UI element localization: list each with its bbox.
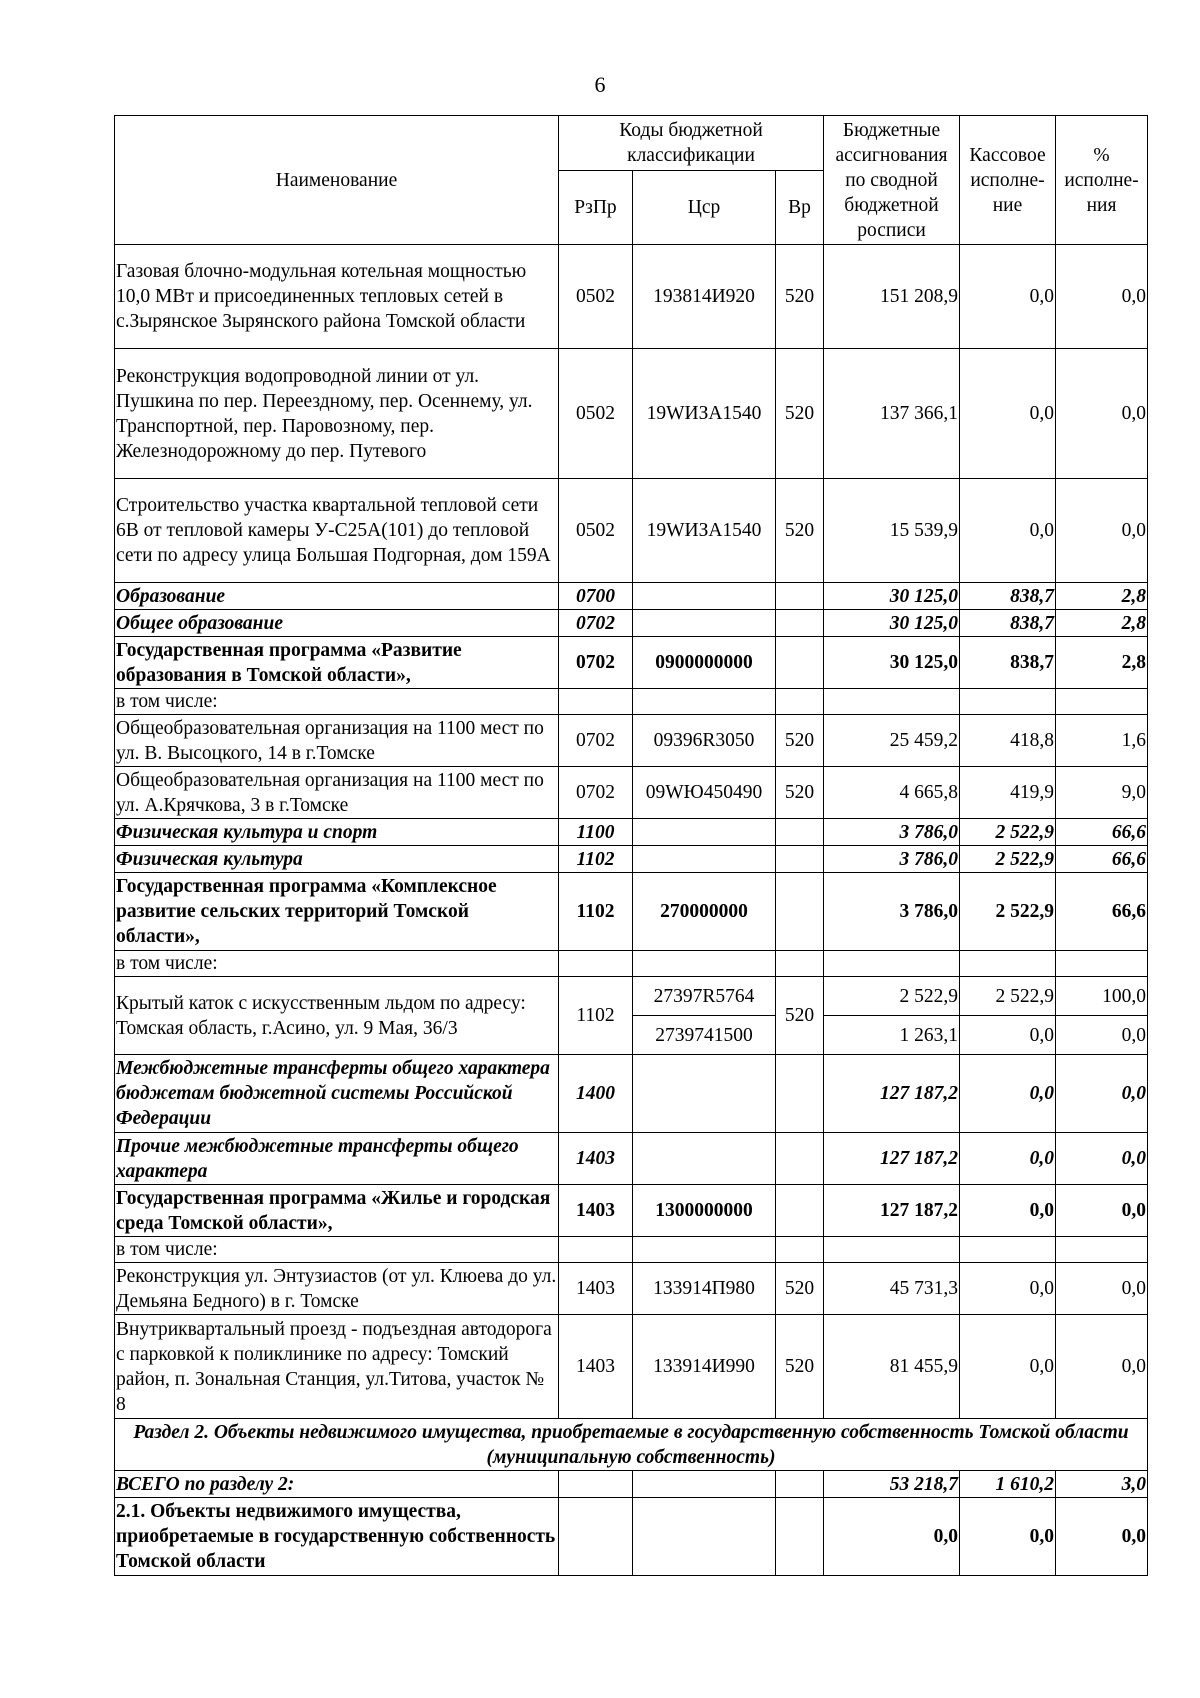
table-row [115, 1055, 1148, 1133]
row-rzpr: 0502 [559, 245, 633, 349]
row-name: Государственная программа «Развитие образования в Томской области», [115, 637, 559, 689]
row-pct: 66,6 [1056, 819, 1148, 846]
row-vr [776, 819, 824, 846]
row-cash: 418,8 [960, 715, 1056, 767]
row-budget: 30 125,0 [824, 583, 960, 610]
row-name: в том числе: [115, 689, 559, 715]
row-name: Образование [115, 583, 559, 610]
row-pct: 0,0 [1056, 1185, 1148, 1237]
header-csr: Цср [633, 171, 776, 245]
table-row [115, 1263, 1148, 1315]
row-vr: 520 [776, 1263, 824, 1315]
row-csr: 19WИЗА1540 [633, 349, 776, 479]
header-cash: Кассовое исполне-ние [960, 116, 1056, 245]
row-cash: 0,0 [960, 1498, 1056, 1576]
row-name: в том числе: [115, 1237, 559, 1263]
table-row [115, 846, 1148, 873]
table-row [115, 583, 1148, 610]
row-budget: 127 187,2 [824, 1133, 960, 1185]
header-name: Наименование [115, 116, 559, 245]
row-vr [776, 610, 824, 637]
row-name: Физическая культура [115, 846, 559, 873]
row-cash: 2 522,9 [960, 873, 1056, 951]
budget-table [114, 115, 1148, 1576]
row-budget: 0,0 [824, 1498, 960, 1576]
header-vr: Вр [776, 171, 824, 245]
row-cash: 0,0 [960, 1315, 1056, 1419]
row-pct: 66,6 [1056, 846, 1148, 873]
row-rzpr: 1400 [559, 1055, 633, 1133]
row-rzpr: 0702 [559, 715, 633, 767]
row-cash: 419,9 [960, 767, 1056, 819]
row-rzpr: 1102 [559, 977, 633, 1055]
row-pct: 9,0 [1056, 767, 1148, 819]
row-vr [776, 873, 824, 951]
row-budget: 1 263,1 [824, 1016, 960, 1055]
row-vr [776, 846, 824, 873]
row-name: Реконструкция ул. Энтузиастов (от ул. Клюева до ул. Демьяна Бедного) в г. Томске [115, 1263, 559, 1315]
row-vr [776, 1498, 824, 1576]
row-name: 2.1. Объекты недвижимого имущества, приобретаемые в государственную собственность Томской области [115, 1498, 559, 1576]
table-row [115, 245, 1148, 349]
row-csr [633, 1133, 776, 1185]
table-row [115, 767, 1148, 819]
row-rzpr: 1102 [559, 873, 633, 951]
table-row [115, 951, 1148, 977]
row-csr: 0900000000 [633, 637, 776, 689]
row-pct: 0,0 [1056, 1016, 1148, 1055]
row-rzpr [559, 1498, 633, 1576]
row-cash: 0,0 [960, 1016, 1056, 1055]
row-vr: 520 [776, 715, 824, 767]
row-csr: 09396R3050 [633, 715, 776, 767]
row-rzpr: 0702 [559, 610, 633, 637]
row-budget: 127 187,2 [824, 1185, 960, 1237]
row-budget: 137 366,1 [824, 349, 960, 479]
row-pct: 1,6 [1056, 715, 1148, 767]
table-row [115, 715, 1148, 767]
row-csr: 193814И920 [633, 245, 776, 349]
row-pct: 0,0 [1056, 1133, 1148, 1185]
table-row [115, 1315, 1148, 1419]
table-row [115, 610, 1148, 637]
row-csr: 270000000 [633, 873, 776, 951]
row-csr: 133914И990 [633, 1315, 776, 1419]
table-row [115, 1133, 1148, 1185]
row-pct: 0,0 [1056, 1055, 1148, 1133]
row-csr [633, 846, 776, 873]
row-pct: 66,6 [1056, 873, 1148, 951]
header-percent: % исполне-ния [1056, 116, 1148, 245]
row-vr [776, 1055, 824, 1133]
table-row [115, 1471, 1148, 1498]
row-vr [776, 637, 824, 689]
row-rzpr: 1403 [559, 1263, 633, 1315]
row-vr: 520 [776, 479, 824, 583]
row-csr: 27397R5764 [633, 977, 776, 1016]
row-budget: 81 455,9 [824, 1315, 960, 1419]
row-budget: 25 459,2 [824, 715, 960, 767]
row-rzpr: 1102 [559, 846, 633, 873]
row-vr [776, 1185, 824, 1237]
row-name: Общеобразовательная организация на 1100 мест по ул. А.Крячкова, 3 в г.Томске [115, 767, 559, 819]
row-csr: 1300000000 [633, 1185, 776, 1237]
row-name: Межбюджетные трансферты общего характера бюджетам бюджетной системы Российской Федерации [115, 1055, 559, 1133]
row-csr [633, 1498, 776, 1576]
row-name: Государственная программа «Комплексное развитие сельских территорий Томской области», [115, 873, 559, 951]
row-budget: 15 539,9 [824, 479, 960, 583]
row-cash: 0,0 [960, 1055, 1056, 1133]
table-row [115, 689, 1148, 715]
row-pct: 0,0 [1056, 349, 1148, 479]
row-cash: 838,7 [960, 583, 1056, 610]
row-budget: 2 522,9 [824, 977, 960, 1016]
row-csr [633, 1055, 776, 1133]
row-rzpr: 1403 [559, 1185, 633, 1237]
row-rzpr: 0702 [559, 767, 633, 819]
row-budget: 45 731,3 [824, 1263, 960, 1315]
row-name: Газовая блочно-модульная котельная мощностью 10,0 МВт и присоединенных тепловых сетей в с.Зырянское Зырянского района Томской области [115, 245, 559, 349]
row-cash: 0,0 [960, 1185, 1056, 1237]
row-cash: 0,0 [960, 245, 1056, 349]
row-name: Строительство участка квартальной тепловой сети 6В от тепловой камеры У-С25А(101) до тепловой сети по адресу улица Большая Подгорная, дом 159А [115, 479, 559, 583]
row-pct: 100,0 [1056, 977, 1148, 1016]
row-cash: 2 522,9 [960, 819, 1056, 846]
row-name: Государственная программа «Жилье и городская среда Томской области», [115, 1185, 559, 1237]
row-cash: 1 610,2 [960, 1471, 1056, 1498]
row-cash: 0,0 [960, 1133, 1056, 1185]
row-vr: 520 [776, 977, 824, 1055]
row-rzpr: 1403 [559, 1133, 633, 1185]
row-cash: 2 522,9 [960, 977, 1056, 1016]
table-row [115, 479, 1148, 583]
row-pct: 0,0 [1056, 479, 1148, 583]
table-row [115, 873, 1148, 951]
row-csr: 2739741500 [633, 1016, 776, 1055]
row-csr [633, 583, 776, 610]
row-rzpr [559, 1471, 633, 1498]
table-row [115, 637, 1148, 689]
row-budget: 30 125,0 [824, 637, 960, 689]
row-budget: 4 665,8 [824, 767, 960, 819]
row-cash: 0,0 [960, 479, 1056, 583]
header-budget: Бюджетные ассигнования по сводной бюджетной росписи [824, 116, 960, 245]
row-pct: 0,0 [1056, 245, 1148, 349]
row-name: в том числе: [115, 951, 559, 977]
row-cash: 0,0 [960, 349, 1056, 479]
row-name: Реконструкция водопроводной линии от ул. Пушкина по пер. Переездному, пер. Осеннему, ул. Транспортной, пер. Паровозному, пер. Железнодорожному до пер. Путевого [115, 349, 559, 479]
row-pct: 0,0 [1056, 1498, 1148, 1576]
table-row [115, 1185, 1148, 1237]
row-pct: 2,8 [1056, 610, 1148, 637]
row-name: Общее образование [115, 610, 559, 637]
row-budget: 53 218,7 [824, 1471, 960, 1498]
row-csr: 19WИЗА1540 [633, 479, 776, 583]
row-pct: 0,0 [1056, 1263, 1148, 1315]
row-budget: 3 786,0 [824, 846, 960, 873]
row-pct: 2,8 [1056, 583, 1148, 610]
row-name: Прочие межбюджетные трансферты общего характера [115, 1133, 559, 1185]
row-csr [633, 1471, 776, 1498]
row-csr: 133914П980 [633, 1263, 776, 1315]
row-name: Общеобразовательная организация на 1100 мест по ул. В. Высоцкого, 14 в г.Томске [115, 715, 559, 767]
table-row [115, 1237, 1148, 1263]
row-name: Физическая культура и спорт [115, 819, 559, 846]
row-rzpr: 1403 [559, 1315, 633, 1419]
row-name: ВСЕГО по разделу 2: [115, 1471, 559, 1498]
row-vr: 520 [776, 349, 824, 479]
row-vr [776, 583, 824, 610]
row-vr: 520 [776, 245, 824, 349]
row-vr: 520 [776, 767, 824, 819]
row-rzpr: 0700 [559, 583, 633, 610]
section-heading: Раздел 2. Объекты недвижимого имущества, приобретаемые в государственную собственность Томской области (муниципальную собственность) [115, 1419, 1148, 1471]
row-rzpr: 0702 [559, 637, 633, 689]
row-rzpr: 0502 [559, 479, 633, 583]
row-name: Внутриквартальный проезд - подъездная автодорога с парковкой к поликлинике по адресу: Томский район, п. Зональная Станция, ул.Титова, участок № 8 [115, 1315, 559, 1419]
section-heading-row [115, 1419, 1148, 1471]
row-csr [633, 610, 776, 637]
row-rzpr: 1100 [559, 819, 633, 846]
row-name: Крытый каток с искусственным льдом по адресу: Томская область, г.Асино, ул. 9 Мая, 36/3 [115, 977, 559, 1055]
row-vr [776, 1133, 824, 1185]
row-vr: 520 [776, 1315, 824, 1419]
page-number: 6 [594, 72, 606, 97]
header-rzpr: РзПр [559, 171, 633, 245]
row-pct: 0,0 [1056, 1315, 1148, 1419]
table-row [115, 349, 1148, 479]
row-cash: 838,7 [960, 637, 1056, 689]
table-row [115, 1498, 1148, 1576]
table-row [115, 819, 1148, 846]
row-pct: 2,8 [1056, 637, 1148, 689]
row-cash: 2 522,9 [960, 846, 1056, 873]
table-row [115, 977, 1148, 1016]
row-rzpr: 0502 [559, 349, 633, 479]
row-budget: 3 786,0 [824, 873, 960, 951]
row-budget: 151 208,9 [824, 245, 960, 349]
header-codes: Коды бюджетной классификации [559, 116, 824, 171]
row-budget: 127 187,2 [824, 1055, 960, 1133]
row-vr [776, 1471, 824, 1498]
row-budget: 30 125,0 [824, 610, 960, 637]
row-csr: 09WЮ450490 [633, 767, 776, 819]
row-cash: 838,7 [960, 610, 1056, 637]
row-budget: 3 786,0 [824, 819, 960, 846]
row-pct: 3,0 [1056, 1471, 1148, 1498]
row-csr [633, 819, 776, 846]
row-cash: 0,0 [960, 1263, 1056, 1315]
